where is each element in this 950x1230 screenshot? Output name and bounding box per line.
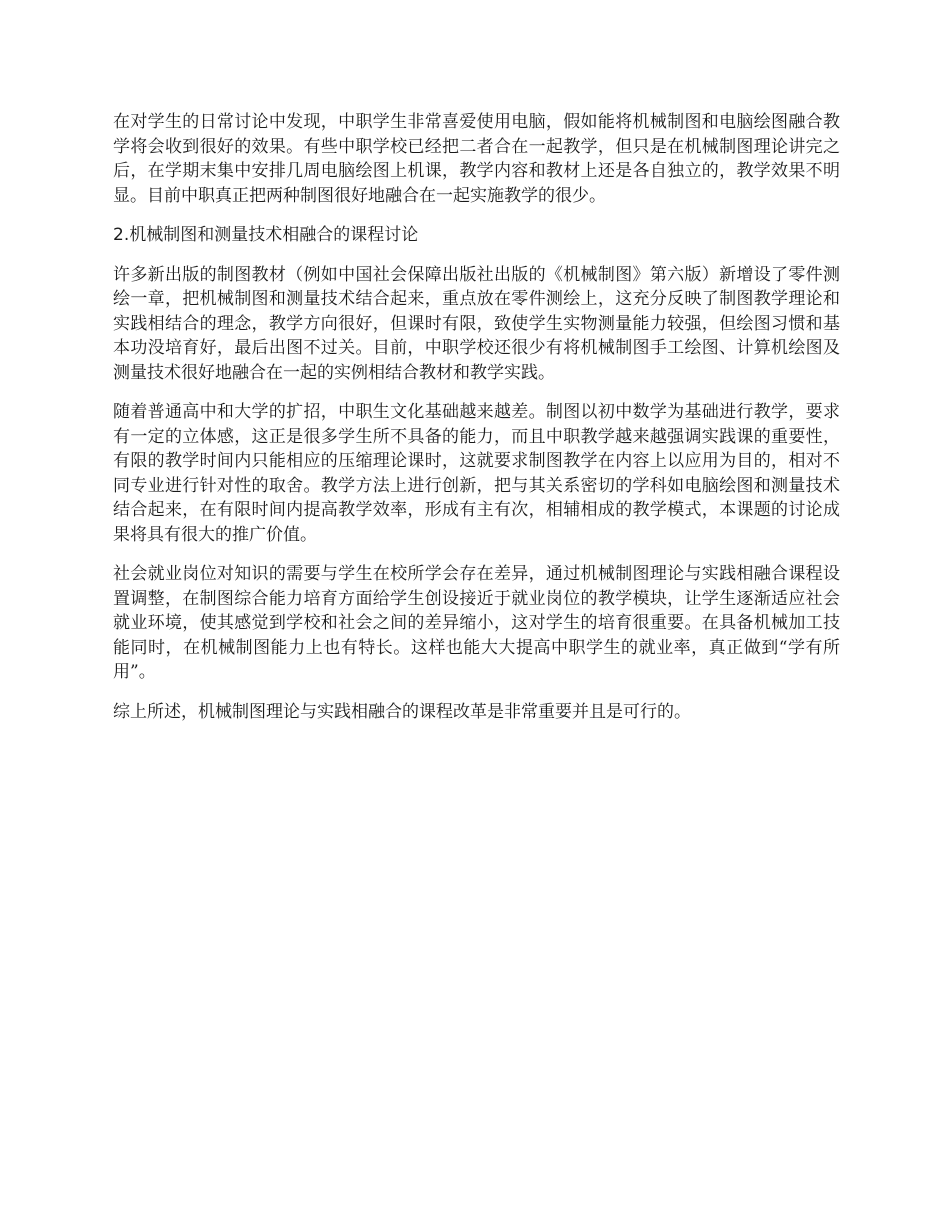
document-page (113, 110, 840, 739)
paragraph-1: 在对学生的日常讨论中发现，中职学生非常喜爱使用电脑，假如能将机械制图和电脑绘图融合教学将会收到很好的效果。有些中职学校已经把二者合在一起教学，但只是在机械制图理论讲完之后，在学期末集中安排几周电脑绘图上机课，教学内容和教材上还是各自独立的，教学效果不明显。目前中职真正把两种制图很好地融合在一起实施教学的很少。 (113, 112, 840, 206)
paragraph-2: 许多新出版的制图教材（例如中国社会保障出版社出版的《机械制图》第六版）新增设了零件测绘一章，把机械制图和测量技术结合起来，重点放在零件测绘上，这充分反映了制图教学理论和实践相结合的理念，教学方向很好，但课时有限，致使学生实物测量能力较强，但绘图习惯和基本功没培育好，最后出图不过关。目前，中职学校还很少有将机械制图手工绘图、计算机绘图及测量技术很好地融合在一起的实例相结合教材和教学实践。 (113, 264, 840, 383)
paragraph-5: 综上所述，机械制图理论与实践相融合的课程改革是非常重要并且是可行的。 (113, 701, 691, 722)
paragraph-4: 社会就业岗位对知识的需要与学生在校所学会存在差异，通过机械制图理论与实践相融合课程设置调整，在制图综合能力培育方面给学生创设接近于就业岗位的教学模块，让学生逐渐适应社会就业环境，使其感觉到学校和社会之间的差异缩小，这对学生的培育很重要。在具备机械加工技能同时，在机械制图能力上也有特长。这样也能大大提高中职学生的就业率，真正做到“学有所用”。 (113, 564, 840, 682)
paragraph-3: 随着普通高中和大学的扩招，中职生文化基础越来越差。制图以初中数学为基础进行教学，要求有一定的立体感，这正是很多学生所不具备的能力，而且中职教学越来越强调实践课的重要性，有限的教学时间内只能相应的压缩理论课时，这就要求制图教学在内容上以应用为目的，相对不同专业进行针对性的取舍。教学方法上进行创新，把与其关系密切的学科如电脑绘图和测量技术结合起来，在有限时间内提高教学效率，形成有主有次，相辅相成的教学模式，本课题的讨论成果将具有很大的推广价值。 (113, 402, 840, 545)
section-heading: 2.机械制图和测量技术相融合的课程讨论 (113, 225, 419, 245)
